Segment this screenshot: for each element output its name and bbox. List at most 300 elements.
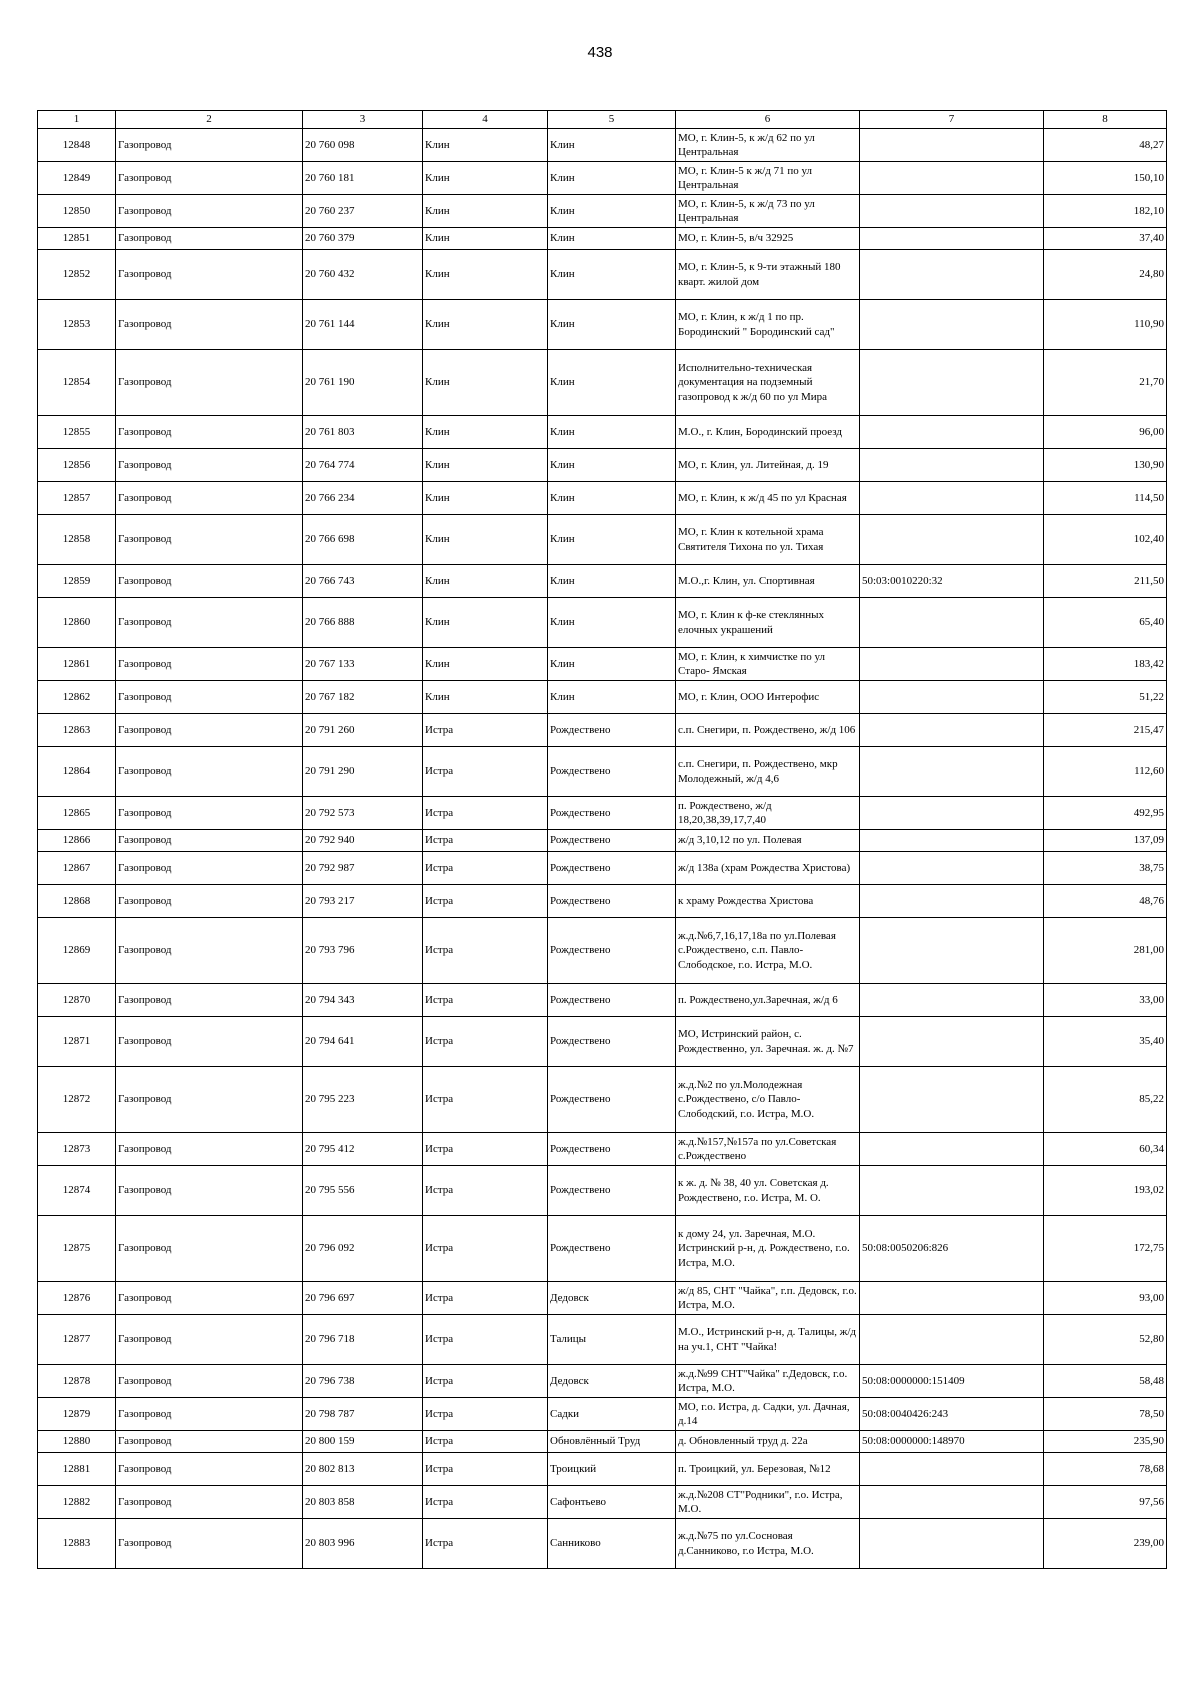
length-value-cell: 48,76 — [1044, 885, 1167, 918]
inventory-code-cell: 20 795 556 — [303, 1166, 423, 1216]
locality-cell: Клин — [548, 648, 676, 681]
row-number-cell: 12851 — [38, 228, 116, 250]
locality-cell: Рождествено — [548, 1017, 676, 1067]
inventory-code-cell: 20 792 940 — [303, 830, 423, 852]
inventory-code-cell: 20 792 573 — [303, 797, 423, 830]
registry-body — [38, 129, 1167, 1569]
object-name-cell: Газопровод — [116, 1282, 303, 1315]
district-cell: Истра — [423, 1398, 548, 1431]
address-cell: ж.д.№208 СТ"Родники", г.о. Истра, М.О. — [676, 1486, 860, 1519]
table-row — [38, 797, 1167, 830]
address-cell: МО, г. Клин-5 к ж/д 71 по ул Центральная — [676, 162, 860, 195]
locality-cell: Клин — [548, 250, 676, 300]
address-cell: ж/д 85, СНТ "Чайка", г.п. Дедовск, г.о. Истра, М.О. — [676, 1282, 860, 1315]
length-value-cell: 24,80 — [1044, 250, 1167, 300]
table-row — [38, 195, 1167, 228]
length-value-cell: 281,00 — [1044, 918, 1167, 984]
column-header: 6 — [676, 111, 860, 129]
cadastral-number-cell: 50:08:0000000:151409 — [860, 1365, 1044, 1398]
inventory-code-cell: 20 791 290 — [303, 747, 423, 797]
district-cell: Истра — [423, 852, 548, 885]
object-name-cell: Газопровод — [116, 598, 303, 648]
cadastral-number-cell — [860, 984, 1044, 1017]
length-value-cell: 51,22 — [1044, 681, 1167, 714]
table-row — [38, 1431, 1167, 1453]
inventory-code-cell: 20 793 217 — [303, 885, 423, 918]
object-name-cell: Газопровод — [116, 1067, 303, 1133]
address-cell: ж.д.№99 СНТ"Чайка" г.Дедовск, г.о. Истра, М.О. — [676, 1365, 860, 1398]
length-value-cell: 182,10 — [1044, 195, 1167, 228]
object-name-cell: Газопровод — [116, 1315, 303, 1365]
table-row — [38, 1398, 1167, 1431]
object-name-cell: Газопровод — [116, 1398, 303, 1431]
table-row — [38, 228, 1167, 250]
district-cell: Клин — [423, 598, 548, 648]
row-number-cell: 12855 — [38, 416, 116, 449]
row-number-cell: 12868 — [38, 885, 116, 918]
address-cell: МО, г.о. Истра, д. Садки, ул. Дачная, д.14 — [676, 1398, 860, 1431]
table-row — [38, 830, 1167, 852]
inventory-code-cell: 20 792 987 — [303, 852, 423, 885]
inventory-code-cell: 20 800 159 — [303, 1431, 423, 1453]
locality-cell: Клин — [548, 300, 676, 350]
length-value-cell: 58,48 — [1044, 1365, 1167, 1398]
district-cell: Истра — [423, 714, 548, 747]
length-value-cell: 239,00 — [1044, 1519, 1167, 1569]
district-cell: Истра — [423, 1431, 548, 1453]
district-cell: Клин — [423, 482, 548, 515]
locality-cell: Клин — [548, 598, 676, 648]
district-cell: Истра — [423, 1216, 548, 1282]
object-name-cell: Газопровод — [116, 195, 303, 228]
district-cell: Клин — [423, 300, 548, 350]
length-value-cell: 21,70 — [1044, 350, 1167, 416]
locality-cell: Рождествено — [548, 830, 676, 852]
table-row — [38, 747, 1167, 797]
inventory-code-cell: 20 760 181 — [303, 162, 423, 195]
district-cell: Истра — [423, 1453, 548, 1486]
address-cell: МО, г. Клин, к химчистке по ул Старо- Ямская — [676, 648, 860, 681]
object-name-cell: Газопровод — [116, 416, 303, 449]
address-cell: М.О.,г. Клин, ул. Спортивная — [676, 565, 860, 598]
length-value-cell: 35,40 — [1044, 1017, 1167, 1067]
length-value-cell: 150,10 — [1044, 162, 1167, 195]
cadastral-number-cell — [860, 482, 1044, 515]
length-value-cell: 211,50 — [1044, 565, 1167, 598]
inventory-code-cell: 20 760 098 — [303, 129, 423, 162]
object-name-cell: Газопровод — [116, 1365, 303, 1398]
registry-table — [37, 110, 1167, 1569]
inventory-code-cell: 20 796 697 — [303, 1282, 423, 1315]
cadastral-number-cell — [860, 598, 1044, 648]
inventory-code-cell: 20 760 432 — [303, 250, 423, 300]
inventory-code-cell: 20 760 237 — [303, 195, 423, 228]
cadastral-number-cell: 50:03:0010220:32 — [860, 565, 1044, 598]
cadastral-number-cell — [860, 797, 1044, 830]
district-cell: Клин — [423, 565, 548, 598]
object-name-cell: Газопровод — [116, 515, 303, 565]
inventory-code-cell: 20 793 796 — [303, 918, 423, 984]
locality-cell: Рождествено — [548, 1067, 676, 1133]
table-row — [38, 1017, 1167, 1067]
district-cell: Истра — [423, 984, 548, 1017]
object-name-cell: Газопровод — [116, 984, 303, 1017]
length-value-cell: 183,42 — [1044, 648, 1167, 681]
district-cell: Истра — [423, 1017, 548, 1067]
row-number-cell: 12852 — [38, 250, 116, 300]
address-cell: МО, г. Клин к ф-ке стеклянных елочных украшений — [676, 598, 860, 648]
length-value-cell: 193,02 — [1044, 1166, 1167, 1216]
cadastral-number-cell — [860, 416, 1044, 449]
table-row — [38, 482, 1167, 515]
object-name-cell: Газопровод — [116, 1453, 303, 1486]
column-header: 8 — [1044, 111, 1167, 129]
district-cell: Истра — [423, 1067, 548, 1133]
length-value-cell: 65,40 — [1044, 598, 1167, 648]
cadastral-number-cell: 50:08:0050206:826 — [860, 1216, 1044, 1282]
address-cell: п. Рождествено, ж/д 18,20,38,39,17,7,40 — [676, 797, 860, 830]
table-row — [38, 1486, 1167, 1519]
row-number-cell: 12864 — [38, 747, 116, 797]
cadastral-number-cell — [860, 228, 1044, 250]
locality-cell: Клин — [548, 681, 676, 714]
row-number-cell: 12871 — [38, 1017, 116, 1067]
table-row — [38, 250, 1167, 300]
district-cell: Клин — [423, 162, 548, 195]
cadastral-number-cell: 50:08:0040426:243 — [860, 1398, 1044, 1431]
inventory-code-cell: 20 761 803 — [303, 416, 423, 449]
district-cell: Истра — [423, 747, 548, 797]
object-name-cell: Газопровод — [116, 714, 303, 747]
object-name-cell: Газопровод — [116, 1216, 303, 1282]
cadastral-number-cell — [860, 250, 1044, 300]
locality-cell: Талицы — [548, 1315, 676, 1365]
district-cell: Клин — [423, 250, 548, 300]
row-number-cell: 12859 — [38, 565, 116, 598]
row-number-cell: 12873 — [38, 1133, 116, 1166]
cadastral-number-cell — [860, 1315, 1044, 1365]
locality-cell: Рождествено — [548, 797, 676, 830]
address-cell: ж.д.№2 по ул.Молодежная с.Рождествено, с/о Павло-Слободский, г.о. Истра, М.О. — [676, 1067, 860, 1133]
district-cell: Истра — [423, 1519, 548, 1569]
locality-cell: Санниково — [548, 1519, 676, 1569]
locality-cell: Клин — [548, 515, 676, 565]
object-name-cell: Газопровод — [116, 565, 303, 598]
cadastral-number-cell: 50:08:0000000:148970 — [860, 1431, 1044, 1453]
row-number-cell: 12879 — [38, 1398, 116, 1431]
table-row — [38, 1519, 1167, 1569]
table-row — [38, 1067, 1167, 1133]
inventory-code-cell: 20 796 738 — [303, 1365, 423, 1398]
table-row — [38, 129, 1167, 162]
address-cell: к ж. д. № 38, 40 ул. Советская д. Рождествено, г.о. Истра, М. О. — [676, 1166, 860, 1216]
cadastral-number-cell — [860, 714, 1044, 747]
table-row — [38, 1133, 1167, 1166]
table-row — [38, 565, 1167, 598]
length-value-cell: 97,56 — [1044, 1486, 1167, 1519]
row-number-cell: 12870 — [38, 984, 116, 1017]
row-number-cell: 12882 — [38, 1486, 116, 1519]
cadastral-number-cell — [860, 1017, 1044, 1067]
row-number-cell: 12860 — [38, 598, 116, 648]
inventory-code-cell: 20 803 996 — [303, 1519, 423, 1569]
cadastral-number-cell — [860, 1166, 1044, 1216]
address-cell: ж/д 138а (храм Рождества Христова) — [676, 852, 860, 885]
inventory-code-cell: 20 767 182 — [303, 681, 423, 714]
address-cell: М.О., г. Клин, Бородинский проезд — [676, 416, 860, 449]
address-cell: ж/д 3,10,12 по ул. Полевая — [676, 830, 860, 852]
inventory-code-cell: 20 796 718 — [303, 1315, 423, 1365]
address-cell: МО, г. Клин, ул. Литейная, д. 19 — [676, 449, 860, 482]
district-cell: Клин — [423, 350, 548, 416]
row-number-cell: 12874 — [38, 1166, 116, 1216]
locality-cell: Рождествено — [548, 747, 676, 797]
length-value-cell: 137,09 — [1044, 830, 1167, 852]
address-cell: МО, г. Клин-5, в/ч 32925 — [676, 228, 860, 250]
column-header: 2 — [116, 111, 303, 129]
object-name-cell: Газопровод — [116, 1486, 303, 1519]
object-name-cell: Газопровод — [116, 1431, 303, 1453]
row-number-cell: 12850 — [38, 195, 116, 228]
inventory-code-cell: 20 802 813 — [303, 1453, 423, 1486]
locality-cell: Дедовск — [548, 1365, 676, 1398]
table-row — [38, 1365, 1167, 1398]
cadastral-number-cell — [860, 515, 1044, 565]
district-cell: Истра — [423, 885, 548, 918]
inventory-code-cell: 20 761 144 — [303, 300, 423, 350]
inventory-code-cell: 20 760 379 — [303, 228, 423, 250]
length-value-cell: 37,40 — [1044, 228, 1167, 250]
column-header: 5 — [548, 111, 676, 129]
address-cell: МО, г. Клин-5, к 9-ти этажный 180 кварт. жилой дом — [676, 250, 860, 300]
inventory-code-cell: 20 791 260 — [303, 714, 423, 747]
row-number-cell: 12854 — [38, 350, 116, 416]
object-name-cell: Газопровод — [116, 129, 303, 162]
address-cell: МО, г. Клин, ООО Интерофис — [676, 681, 860, 714]
address-cell: Исполнительно-техническая документация на подземный газопровод к ж/д 60 по ул Мира — [676, 350, 860, 416]
row-number-cell: 12869 — [38, 918, 116, 984]
object-name-cell: Газопровод — [116, 162, 303, 195]
length-value-cell: 33,00 — [1044, 984, 1167, 1017]
length-value-cell: 52,80 — [1044, 1315, 1167, 1365]
address-cell: МО, г. Клин-5, к ж/д 62 по ул Центральная — [676, 129, 860, 162]
header-row — [38, 111, 1167, 129]
cadastral-number-cell — [860, 449, 1044, 482]
address-cell: п. Рождествено,ул.Заречная, ж/д 6 — [676, 984, 860, 1017]
inventory-code-cell: 20 764 774 — [303, 449, 423, 482]
length-value-cell: 112,60 — [1044, 747, 1167, 797]
object-name-cell: Газопровод — [116, 885, 303, 918]
cadastral-number-cell — [860, 648, 1044, 681]
cadastral-number-cell — [860, 1133, 1044, 1166]
locality-cell: Рождествено — [548, 984, 676, 1017]
district-cell: Истра — [423, 797, 548, 830]
length-value-cell: 85,22 — [1044, 1067, 1167, 1133]
object-name-cell: Газопровод — [116, 830, 303, 852]
inventory-code-cell: 20 795 223 — [303, 1067, 423, 1133]
row-number-cell: 12878 — [38, 1365, 116, 1398]
cadastral-number-cell — [860, 1282, 1044, 1315]
inventory-code-cell: 20 798 787 — [303, 1398, 423, 1431]
locality-cell: Троицкий — [548, 1453, 676, 1486]
row-number-cell: 12862 — [38, 681, 116, 714]
address-cell: д. Обновленный труд д. 22а — [676, 1431, 860, 1453]
table-row — [38, 1453, 1167, 1486]
object-name-cell: Газопровод — [116, 250, 303, 300]
object-name-cell: Газопровод — [116, 482, 303, 515]
row-number-cell: 12853 — [38, 300, 116, 350]
address-cell: с.п. Снегири, п. Рождествено, ж/д 106 — [676, 714, 860, 747]
object-name-cell: Газопровод — [116, 1017, 303, 1067]
object-name-cell: Газопровод — [116, 648, 303, 681]
locality-cell: Рождествено — [548, 885, 676, 918]
cadastral-number-cell — [860, 300, 1044, 350]
cadastral-number-cell — [860, 350, 1044, 416]
cadastral-number-cell — [860, 918, 1044, 984]
locality-cell: Рождествено — [548, 918, 676, 984]
object-name-cell: Газопровод — [116, 228, 303, 250]
row-number-cell: 12866 — [38, 830, 116, 852]
row-number-cell: 12880 — [38, 1431, 116, 1453]
locality-cell: Сафонтьево — [548, 1486, 676, 1519]
table-row — [38, 714, 1167, 747]
row-number-cell: 12875 — [38, 1216, 116, 1282]
district-cell: Клин — [423, 449, 548, 482]
table-row — [38, 648, 1167, 681]
object-name-cell: Газопровод — [116, 300, 303, 350]
locality-cell: Клин — [548, 449, 676, 482]
length-value-cell: 492,95 — [1044, 797, 1167, 830]
address-cell: ж.д.№75 по ул.Сосновая д.Санниково, г.о Истра, М.О. — [676, 1519, 860, 1569]
district-cell: Истра — [423, 918, 548, 984]
cadastral-number-cell — [860, 830, 1044, 852]
length-value-cell: 114,50 — [1044, 482, 1167, 515]
table-row — [38, 598, 1167, 648]
table-row — [38, 449, 1167, 482]
length-value-cell: 130,90 — [1044, 449, 1167, 482]
column-header: 4 — [423, 111, 548, 129]
column-header: 3 — [303, 111, 423, 129]
locality-cell: Рождествено — [548, 852, 676, 885]
address-cell: МО, г. Клин к котельной храма Святителя Тихона по ул. Тихая — [676, 515, 860, 565]
address-cell: МО, г. Клин, к ж/д 1 по пр. Бородинский " Бородинский сад" — [676, 300, 860, 350]
cadastral-number-cell — [860, 747, 1044, 797]
table-row — [38, 885, 1167, 918]
row-number-cell: 12872 — [38, 1067, 116, 1133]
length-value-cell: 93,00 — [1044, 1282, 1167, 1315]
object-name-cell: Газопровод — [116, 681, 303, 714]
table-row — [38, 162, 1167, 195]
row-number-cell: 12857 — [38, 482, 116, 515]
row-number-cell: 12848 — [38, 129, 116, 162]
table-row — [38, 1166, 1167, 1216]
inventory-code-cell: 20 766 234 — [303, 482, 423, 515]
address-cell: М.О., Истринский р-н, д. Талицы, ж/д на уч.1, СНТ "Чайка! — [676, 1315, 860, 1365]
object-name-cell: Газопровод — [116, 797, 303, 830]
table-row — [38, 416, 1167, 449]
locality-cell: Обновлённый Труд — [548, 1431, 676, 1453]
locality-cell: Клин — [548, 129, 676, 162]
inventory-code-cell: 20 766 888 — [303, 598, 423, 648]
row-number-cell: 12876 — [38, 1282, 116, 1315]
address-cell: п. Троицкий, ул. Березовая, №12 — [676, 1453, 860, 1486]
inventory-code-cell: 20 795 412 — [303, 1133, 423, 1166]
district-cell: Истра — [423, 1486, 548, 1519]
length-value-cell: 78,50 — [1044, 1398, 1167, 1431]
cadastral-number-cell — [860, 852, 1044, 885]
locality-cell: Клин — [548, 416, 676, 449]
address-cell: с.п. Снегири, п. Рождествено, мкр Молодежный, ж/д 4,6 — [676, 747, 860, 797]
district-cell: Клин — [423, 515, 548, 565]
row-number-cell: 12881 — [38, 1453, 116, 1486]
inventory-code-cell: 20 761 190 — [303, 350, 423, 416]
cadastral-number-cell — [860, 1453, 1044, 1486]
address-cell: МО, Истринский район, с. Рождественно, ул. Заречная. ж. д. №7 — [676, 1017, 860, 1067]
length-value-cell: 78,68 — [1044, 1453, 1167, 1486]
address-cell: ж.д.№6,7,16,17,18а по ул.Полевая с.Рождествено, с.п. Павло-Слободское, г.о. Истра, М.О. — [676, 918, 860, 984]
locality-cell: Клин — [548, 195, 676, 228]
length-value-cell: 215,47 — [1044, 714, 1167, 747]
length-value-cell: 235,90 — [1044, 1431, 1167, 1453]
address-cell: МО, г. Клин-5, к ж/д 73 по ул Центральная — [676, 195, 860, 228]
table-row — [38, 350, 1167, 416]
inventory-code-cell: 20 794 343 — [303, 984, 423, 1017]
object-name-cell: Газопровод — [116, 1166, 303, 1216]
table-row — [38, 984, 1167, 1017]
cadastral-number-cell — [860, 1486, 1044, 1519]
district-cell: Клин — [423, 228, 548, 250]
table-row — [38, 852, 1167, 885]
row-number-cell: 12867 — [38, 852, 116, 885]
locality-cell: Рождествено — [548, 1133, 676, 1166]
table-row — [38, 1315, 1167, 1365]
length-value-cell: 60,34 — [1044, 1133, 1167, 1166]
row-number-cell: 12877 — [38, 1315, 116, 1365]
row-number-cell: 12849 — [38, 162, 116, 195]
inventory-code-cell: 20 766 698 — [303, 515, 423, 565]
column-header: 1 — [38, 111, 116, 129]
district-cell: Истра — [423, 1133, 548, 1166]
cadastral-number-cell — [860, 195, 1044, 228]
district-cell: Истра — [423, 1315, 548, 1365]
table-row — [38, 681, 1167, 714]
locality-cell: Рождествено — [548, 1166, 676, 1216]
row-number-cell: 12865 — [38, 797, 116, 830]
inventory-code-cell: 20 794 641 — [303, 1017, 423, 1067]
cadastral-number-cell — [860, 1067, 1044, 1133]
row-number-cell: 12856 — [38, 449, 116, 482]
column-header: 7 — [860, 111, 1044, 129]
length-value-cell: 172,75 — [1044, 1216, 1167, 1282]
locality-cell: Дедовск — [548, 1282, 676, 1315]
district-cell: Клин — [423, 129, 548, 162]
table-row — [38, 300, 1167, 350]
cadastral-number-cell — [860, 885, 1044, 918]
row-number-cell: 12863 — [38, 714, 116, 747]
district-cell: Клин — [423, 416, 548, 449]
row-number-cell: 12861 — [38, 648, 116, 681]
locality-cell: Клин — [548, 565, 676, 598]
length-value-cell: 38,75 — [1044, 852, 1167, 885]
inventory-code-cell: 20 767 133 — [303, 648, 423, 681]
row-number-cell: 12858 — [38, 515, 116, 565]
locality-cell: Клин — [548, 350, 676, 416]
cadastral-number-cell — [860, 681, 1044, 714]
address-cell: ж.д.№157,№157а по ул.Советская с.Рождествено — [676, 1133, 860, 1166]
locality-cell: Рождествено — [548, 714, 676, 747]
length-value-cell: 110,90 — [1044, 300, 1167, 350]
object-name-cell: Газопровод — [116, 449, 303, 482]
